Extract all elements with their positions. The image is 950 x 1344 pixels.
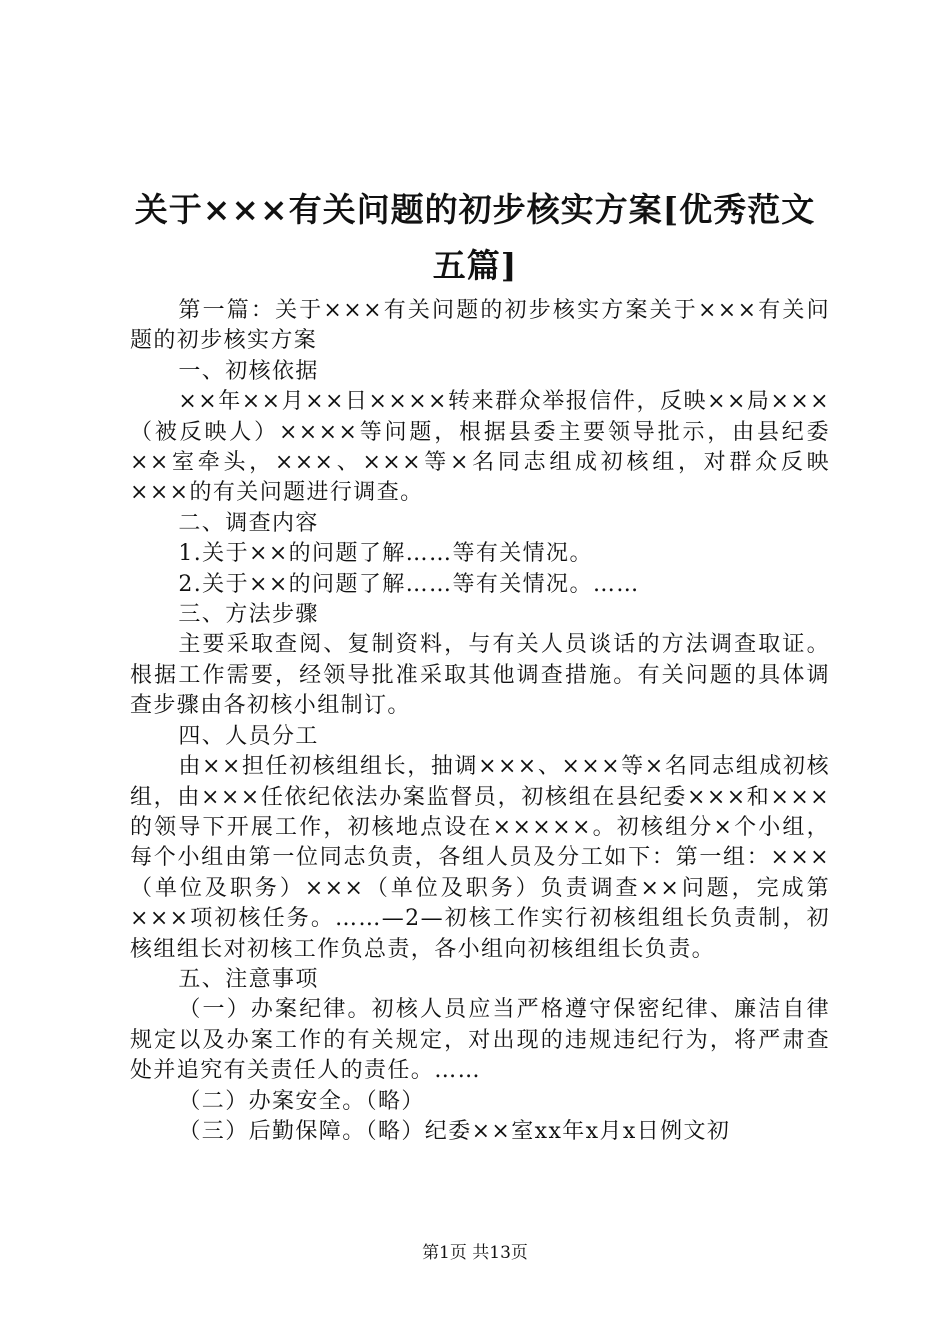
section-heading-method: 三、方法步骤 [178,602,319,628]
paragraph-safety: （二）办案安全。（略） [178,1088,425,1114]
section-heading-notes: 五、注意事项 [178,966,319,992]
paragraph-discipline: （一）办案纪律。初核人员应当严格遵守保密纪律、廉洁自律规定以及办案工作的有关规定，对出现的违规违纪行为，将严肃查处并追究有关责任人的责任。…… [130,997,830,1084]
section-heading-staffing: 四、人员分工 [178,723,319,749]
list-item-content-2: 2.关于××的问题了解……等有关情况。…… [178,571,640,597]
section-heading-basis: 一、初核依据 [178,358,319,384]
paragraph-intro: 第一篇：关于×××有关问题的初步核实方案关于×××有关问题的初步核实方案 [130,298,830,354]
paragraph-basis: ××年××月××日××××转来群众举报信件，反映××局×××（被反映人）××××等问题，根据县委主要领导批示，由县纪委××室牵头，×××、×××等×名同志组成初核组，对群众反映×××的有关问题进行调查。 [130,389,830,506]
paragraph-method: 主要采取查阅、复制资料，与有关人员谈话的方法调查取证。根据工作需要，经领导批准采取其他调查措施。有关问题的具体调查步骤由各初核小组制订。 [130,632,830,719]
list-item-content-1: 1.关于××的问题了解……等有关情况。 [178,541,593,567]
document-body [130,296,830,1147]
page-number: 第1页 共13页 [422,1243,528,1263]
paragraph-logistics: （三）后勤保障。（略）纪委××室xx年x月x日例文初 [178,1118,731,1144]
paragraph-staffing: 由××担任初核组组长，抽调×××、×××等×名同志组成初核组，由×××任依纪依法办案监督员，初核组在县纪委×××和×××的领导下开展工作，初核地点设在×××××。初核组分×个小组，每个小组由第一位同志负责，各组人员及分工如下：第一组：×××（单位及职务）×××（单位及职务）负责调查××问题，完成第×××项初核任务。……—2—初核工作实行初核组组长负责制，初核组组长对初核工作负总责，各小组向初核组组长负责。 [130,754,830,962]
document-title: 关于×××有关问题的初步核实方案[优秀范文五篇] [134,190,816,285]
section-heading-content: 二、调查内容 [178,510,319,536]
